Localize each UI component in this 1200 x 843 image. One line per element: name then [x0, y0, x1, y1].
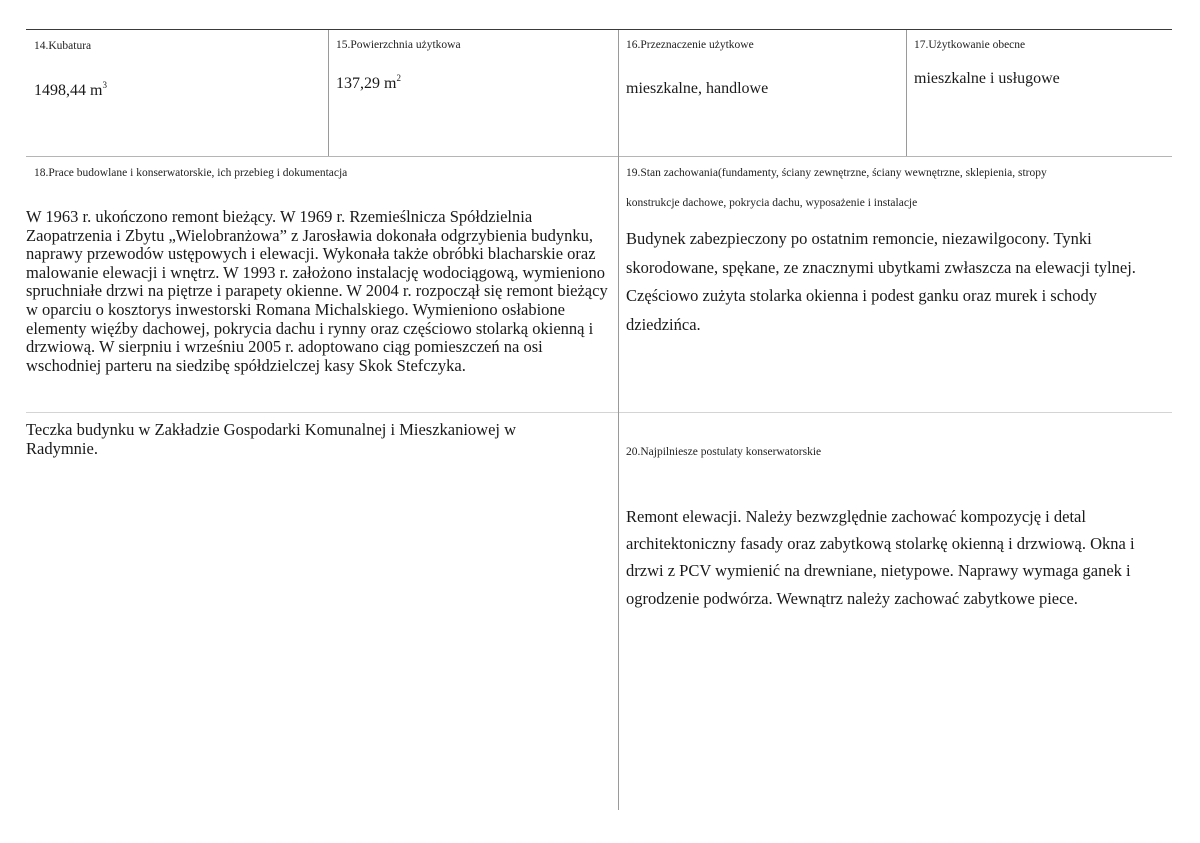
col-divider-3 — [906, 30, 907, 156]
przeznaczenie-value: mieszkalne, handlowe — [626, 80, 769, 97]
postulaty-text: Remont elewacji. Należy bezwzględnie zachować kompozycję i detal architektoniczny fasady oraz zabytkową stolarkę okienną i drzwiową. Okna i drzwi z PCV wymienić na drewniane, nietypowe. Naprawy wymaga ganek i ogrodzenie podwórza. Wewnątrz należy zachować zabytkowe piece. — [626, 507, 1135, 608]
prace-documentation: Teczka budynku w Zakładzie Gospodarki Komunalnej i Mieszkaniowej w Radymnie. — [26, 420, 517, 458]
kubatura-number: 1498,44 m — [34, 82, 103, 99]
kubatura-label: 14.Kubatura — [34, 40, 92, 52]
kubatura-value — [34, 80, 107, 100]
section-divider-right — [618, 412, 1172, 413]
powierzchnia-value — [336, 73, 401, 93]
section-divider-left — [26, 412, 618, 413]
powierzchnia-label: 15.Powierzchnia użytkowa — [336, 39, 461, 51]
kubatura-unit-exponent: 3 — [102, 80, 107, 90]
top-border — [26, 29, 1172, 30]
col-divider-2 — [618, 30, 619, 810]
col-divider-1 — [328, 30, 329, 156]
prace-text: W 1963 r. ukończono remont bieżący. W 1969 r. Rzemieślnicza Spółdzielnia Zaopatrzenia i Zbytu „Wielobranżowa” z Jarosławia dokonała odgrzybienia budynku, naprawy przewodów ustępowych i elewacji. Wykonała także obróbki blacharskie oraz malowanie elewacji i wnętrz. W 1993 r. założono instalację wodociągową, wymieniono spruchniałe drzwi na piętrze i parapety okienne. W 2004 r. rozpoczął się remont bieżący w oparciu o kosztorys inwestorski Romana Michalskiego. Wymieniono osłabione elementy więźby dachowej, pokrycia dachu i rynny oraz częściowo stolarką okienną i drzwiową. W sierpniu i wrześniu 2005 r. adoptowano ciąg pomieszczeń na osi wschodniej parteru na siedzibę spółdzielczej kasy Skok Stefczyka. — [26, 207, 608, 375]
uzytkowanie-label: 17.Użytkowanie obecne — [914, 39, 1026, 51]
powierzchnia-number: 137,29 m — [336, 75, 397, 92]
uzytkowanie-value: mieszkalne i usługowe — [914, 70, 1060, 87]
stan-label-line1: 19.Stan zachowania(fundamenty, ściany zewnętrzne, ściany wewnętrzne, sklepienia, stropy — [626, 167, 1047, 179]
przeznaczenie-label: 16.Przeznaczenie użytkowe — [626, 39, 754, 51]
stan-text: Budynek zabezpieczony po ostatnim remoncie, niezawilgocony. Tynki skorodowane, spękane, ze znacznymi ubytkami zwłaszcza na elewacji tylnej. Częściowo zużyta stolarka okienna i podest ganku oraz murek i schody dziedzińca. — [626, 229, 1136, 335]
stan-label-line2: konstrukcje dachowe, pokrycia dachu, wyposażenie i instalacje — [626, 197, 918, 209]
powierzchnia-unit-exponent: 2 — [396, 73, 401, 83]
postulaty-label: 20.Najpilniesze postulaty konserwatorskie — [626, 446, 822, 458]
row-divider — [26, 156, 1172, 157]
prace-label: 18.Prace budowlane i konserwatorskie, ich przebieg i dokumentacja — [34, 167, 348, 179]
